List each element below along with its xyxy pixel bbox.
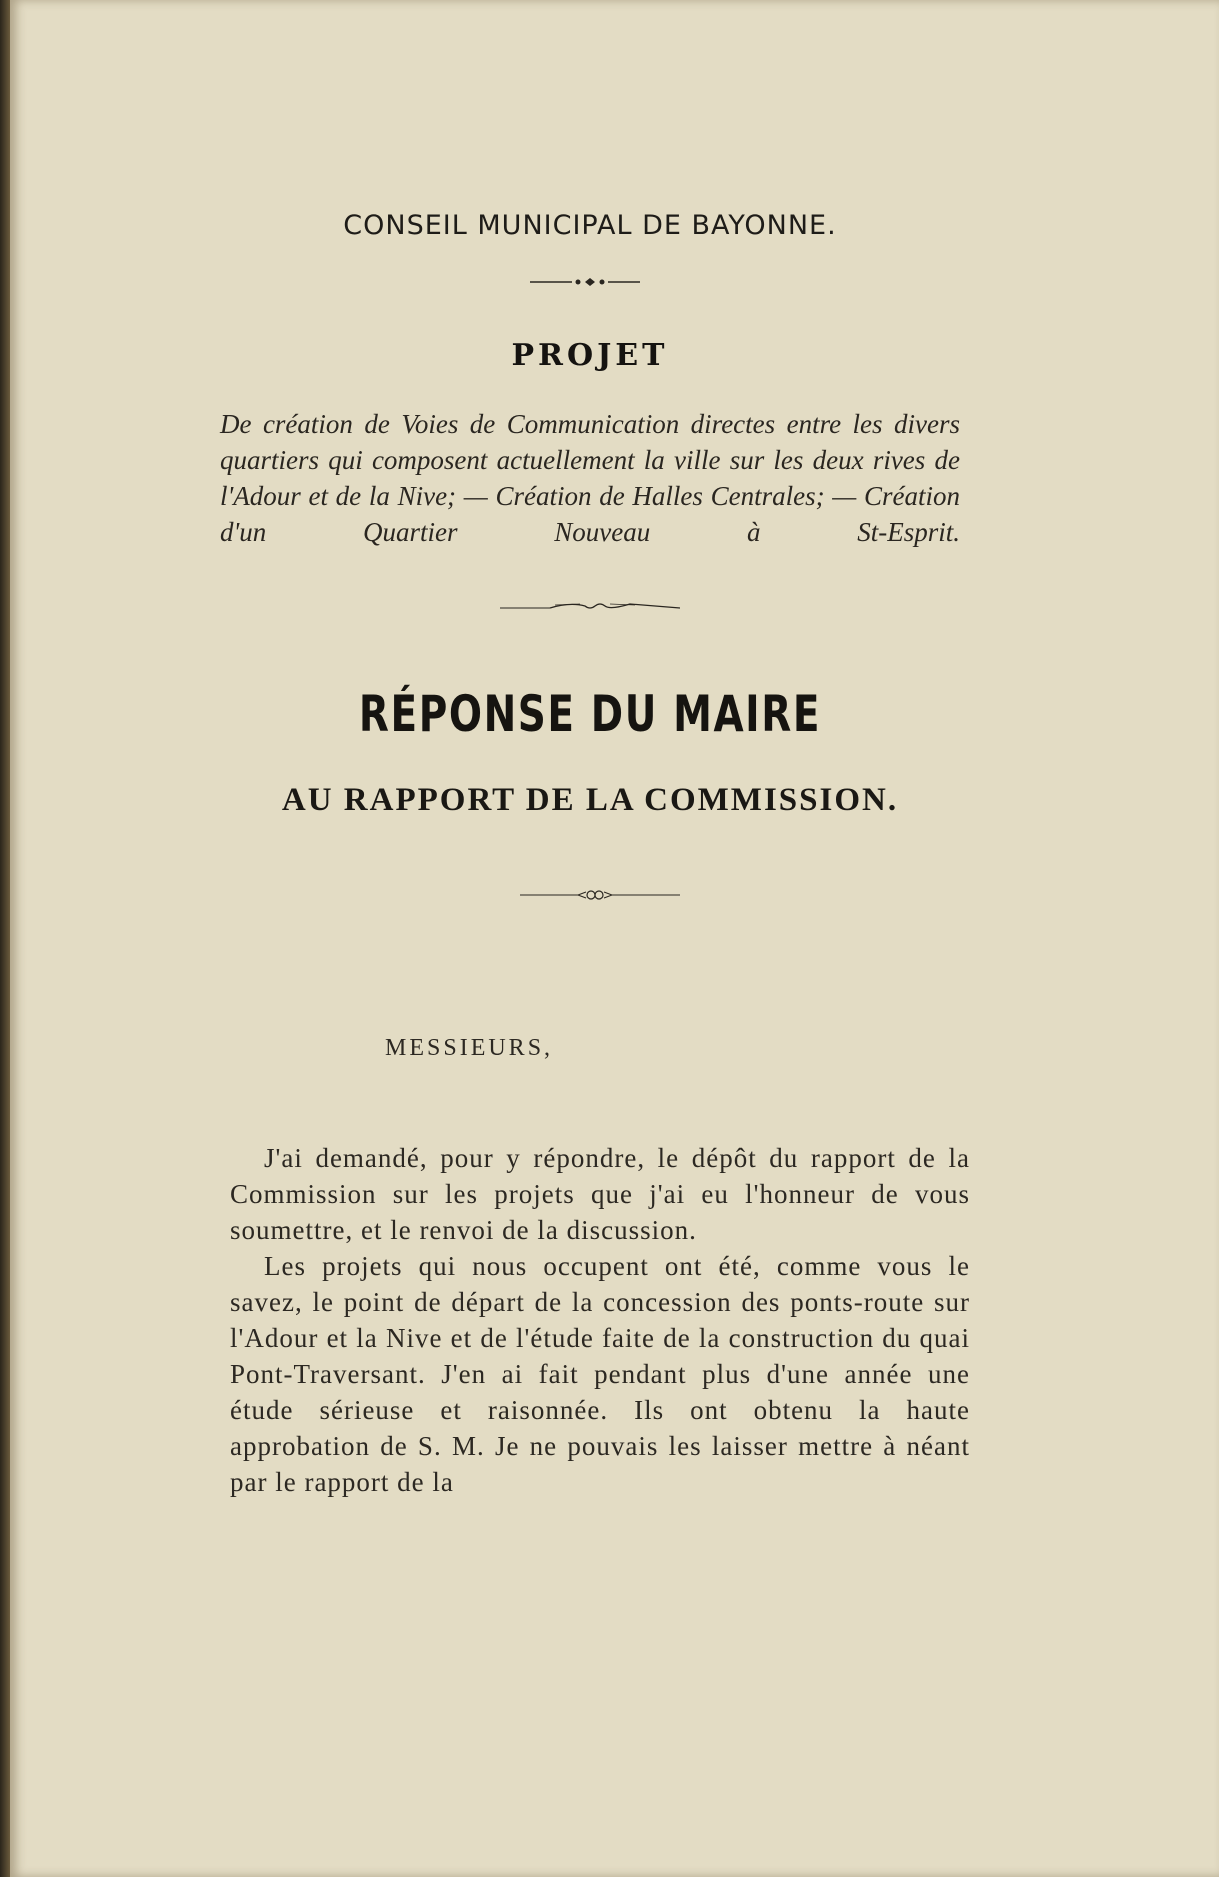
ornament-divider-2 <box>500 600 680 614</box>
document-page <box>10 0 1219 1877</box>
ornament-divider-1 <box>530 276 640 288</box>
ornament-divider-3 <box>520 888 680 902</box>
project-title: PROJET <box>511 338 669 373</box>
council-header: CONSEIL MUNICIPAL DE BAYONNE. <box>343 210 837 241</box>
project-subtitle: De création de Voies de Communication directes entre les divers quartiers qui composent actuellement la ville sur les deux rives de l'Adour et de la Nive; — Création de Halles Centrales; — Création d'un Quartier Nouveau à St-Esprit. <box>220 409 960 547</box>
body-text <box>230 1140 970 1500</box>
mayor-response-heading: RÉPONSE DU MAIRE <box>358 685 822 743</box>
paragraph-2: Les projets qui nous occupent ont été, comme vous le savez, le point de départ de la concession des ponts-route sur l'Adour et la Nive et de l'étude faite de la construction du quai Pont-Traversant. J'en ai fait pendant plus d'une année une étude sérieuse et raisonnée. Ils ont obtenu la haute approbation de S. M. Je ne pouvais les laisser mettre à néant par le rapport de la <box>230 1251 970 1497</box>
paragraph-1: J'ai demandé, pour y répondre, le dépôt du rapport de la Commission sur les projets que j'ai eu l'honneur de vous soumettre, et le renvoi de la discussion. <box>230 1143 970 1245</box>
commission-report-heading: AU RAPPORT DE LA COMMISSION. <box>281 782 899 818</box>
book-spine <box>0 0 10 1877</box>
salutation: MESSIEURS, <box>385 1035 554 1061</box>
